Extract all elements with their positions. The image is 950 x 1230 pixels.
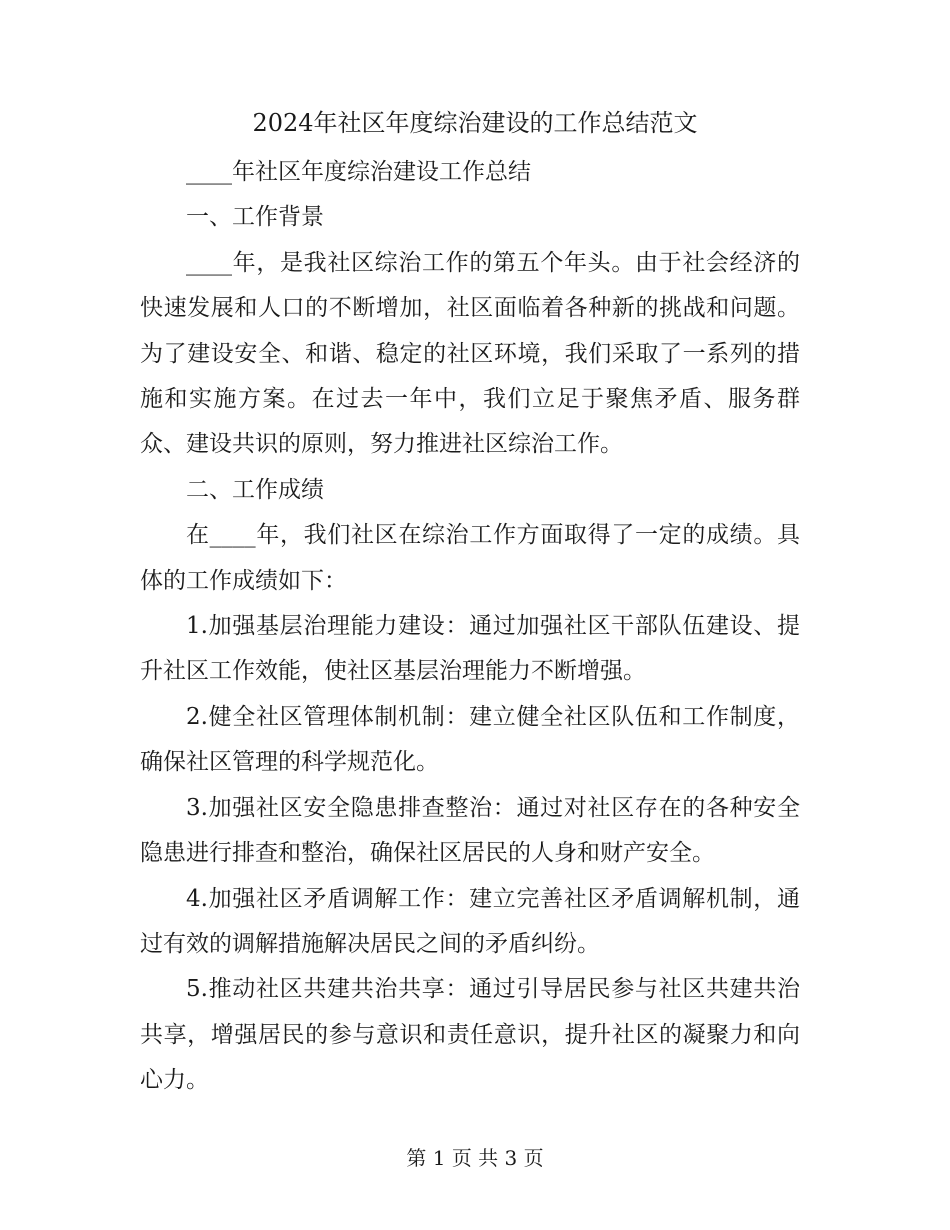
paragraph-background: ____年，是我社区综治工作的第五个年头。由于社会经济的快速发展和人口的不断增加，社区面临着各种新的挑战和问题。为了建设安全、和谐、稳定的社区环境，我们采取了一系列的措施和实施方案。在过去一年中，我们立足于聚焦矛盾、服务群众、建设共识的原则，努力推进社区综治工作。 [140, 249, 800, 458]
section-heading-achievements: 二、工作成绩 [186, 476, 324, 503]
list-item-3: 3.加强社区安全隐患排查整治：通过对社区存在的各种安全隐患进行排查和整治，确保社区居民的人身和财产安全。 [140, 794, 800, 867]
document-body [140, 150, 800, 1104]
list-item-1: 1.加强基层治理能力建设：通过加强社区干部队伍建设、提升社区工作效能，使社区基层治理能力不断增强。 [140, 613, 800, 685]
paragraph-achievements-intro: 在____年，我们社区在综治工作方面取得了一定的成绩。具体的工作成绩如下： [140, 522, 800, 594]
list-item-5: 5.推动社区共建共治共享：通过引导居民参与社区共建共治共享，增强居民的参与意识和责任意识，提升社区的凝聚力和向心力。 [140, 976, 800, 1094]
section-heading-background: 一、工作背景 [186, 204, 324, 231]
page-number-footer: 第 1 页 共 3 页 [406, 1146, 544, 1170]
list-item-4: 4.加强社区矛盾调解工作：建立完善社区矛盾调解机制，通过有效的调解措施解决居民之间的矛盾纠纷。 [140, 885, 800, 957]
paragraph-subtitle: ____年社区年度综治建设工作总结 [186, 159, 531, 185]
document-title: 2024年社区年度综治建设的工作总结范文 [252, 109, 698, 137]
list-item-2: 2.健全社区管理体制机制：建立健全社区队伍和工作制度，确保社区管理的科学规范化。 [140, 703, 800, 776]
